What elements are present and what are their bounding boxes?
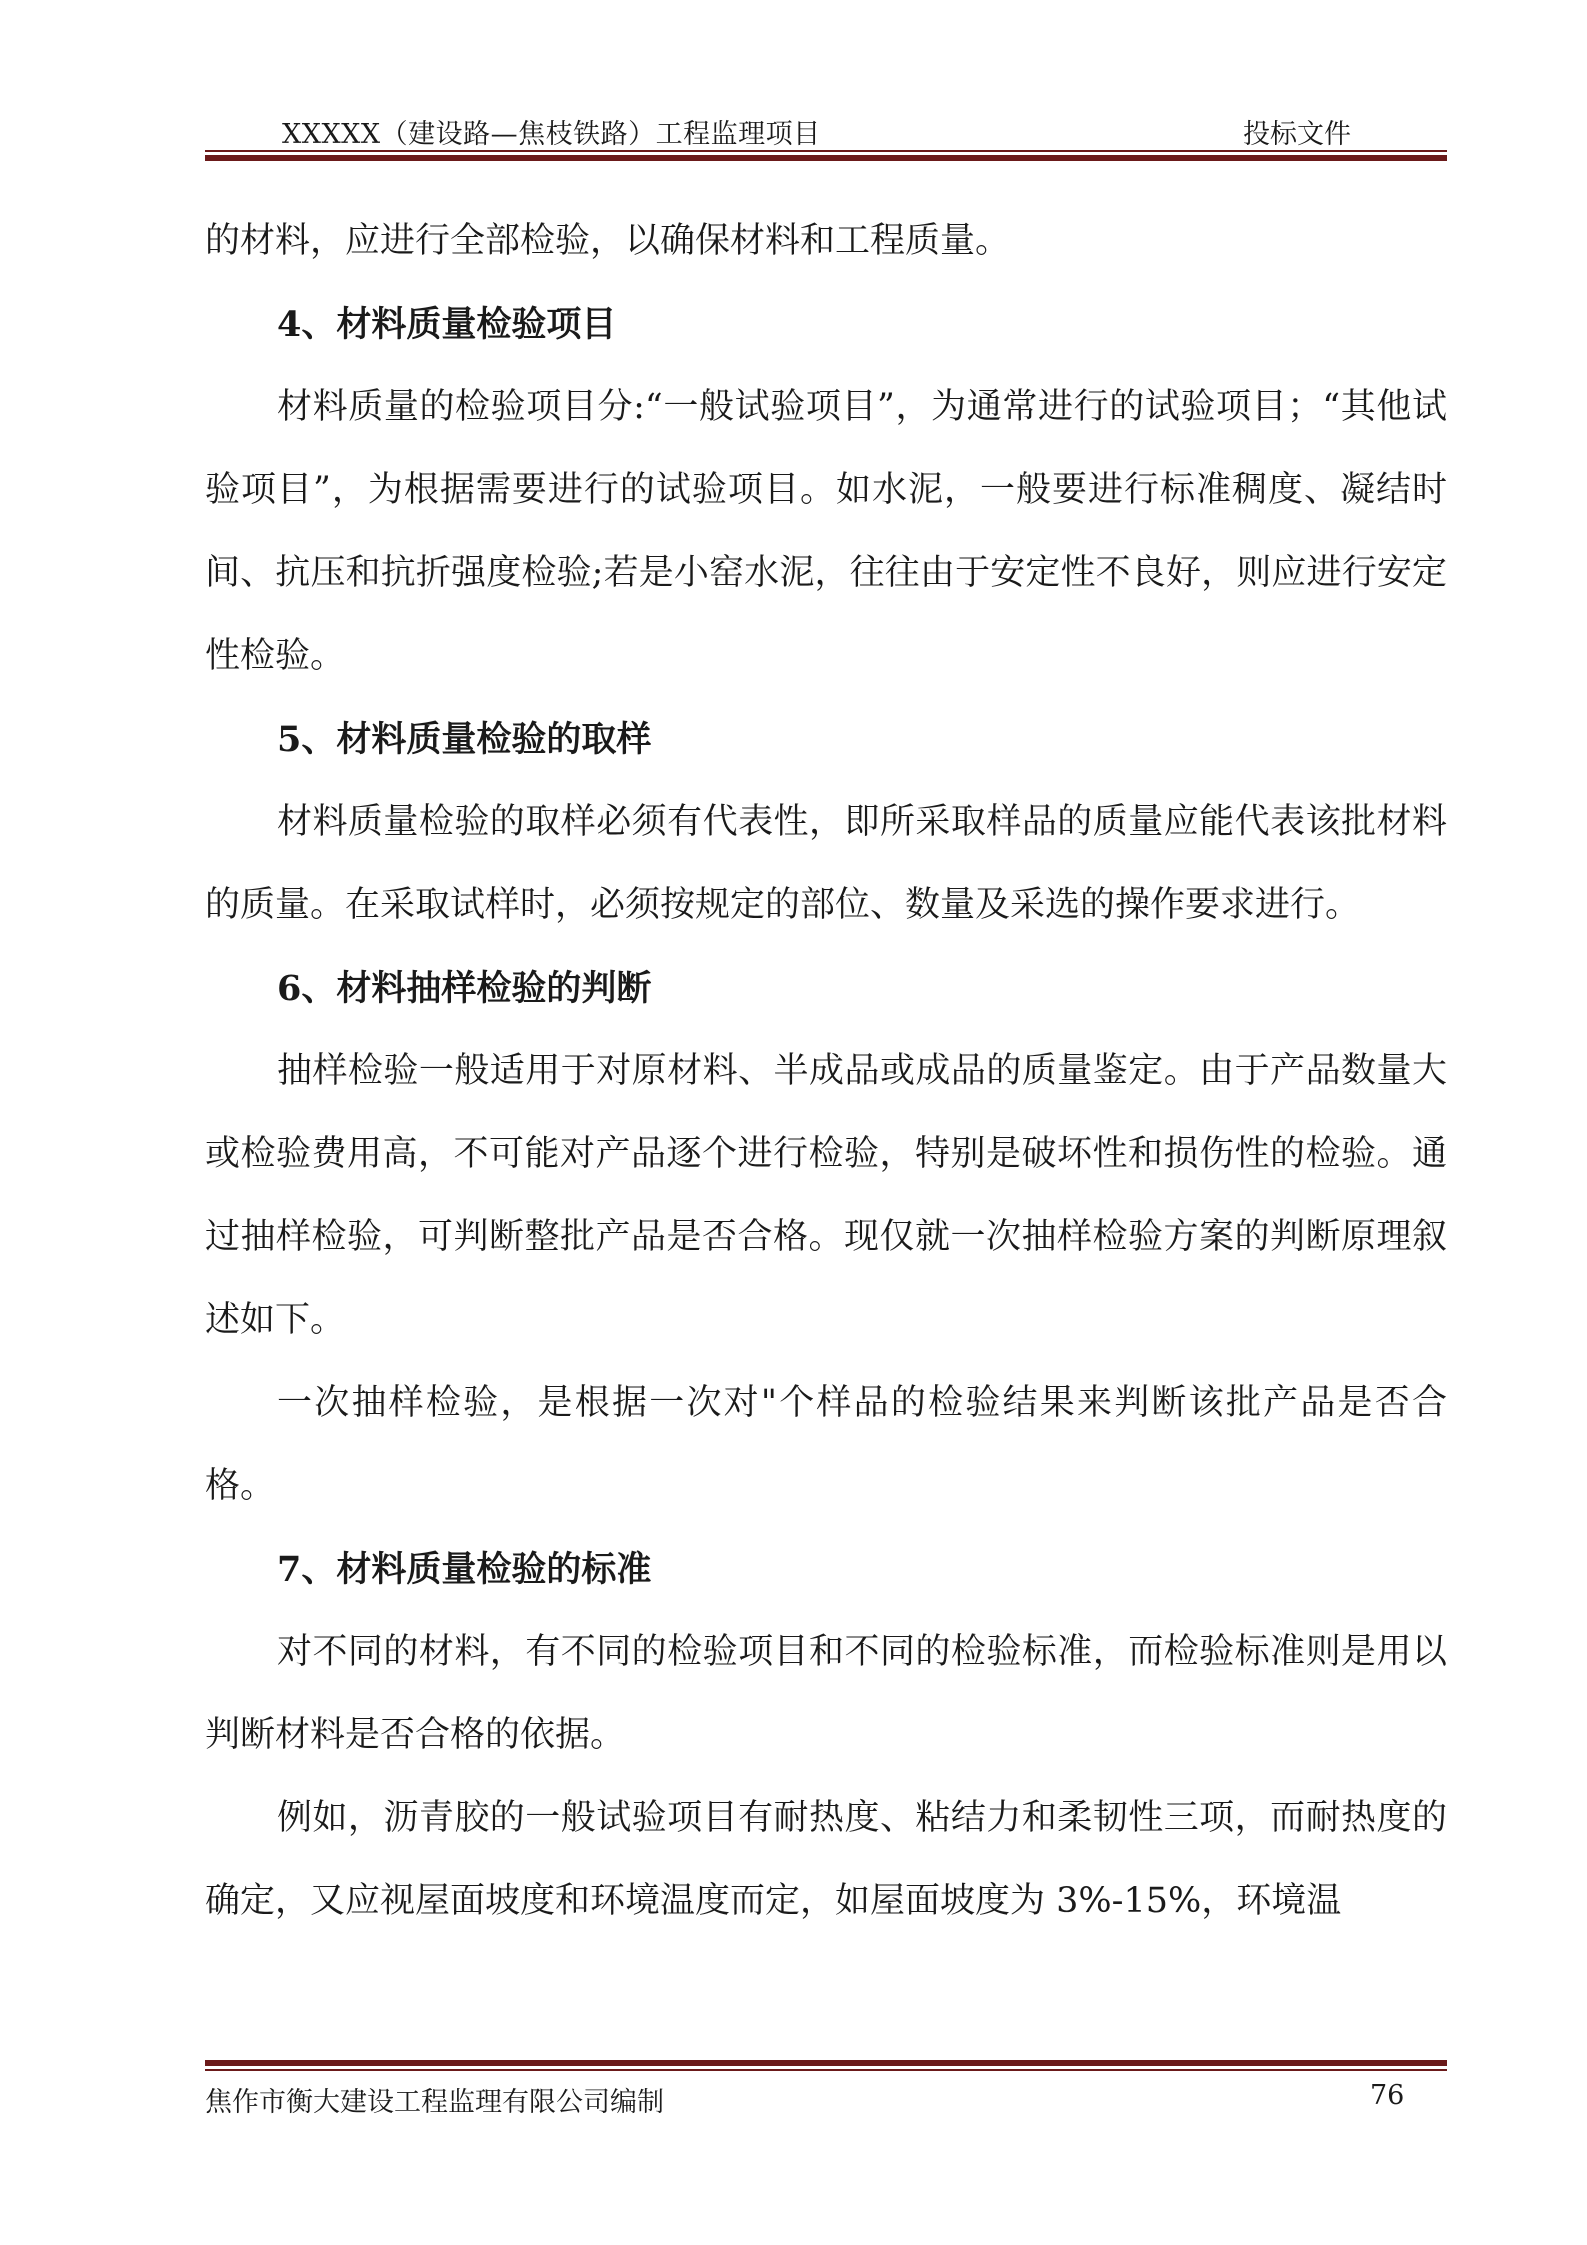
paragraph-example: 例如，沥青胶的一般试验项目有耐热度、粘结力和柔韧性三项，而耐热度的确定，又应视屋面坡度和环境温度而定，如屋面坡度为 3%-15%，环境温 xyxy=(205,1798,1447,1921)
paragraph-single-sampling: 一次抽样检验，是根据一次对"个样品的检验结果来判断该批产品是否合格。 xyxy=(205,1383,1447,1506)
footer-rule-thin xyxy=(205,2069,1447,2071)
footer-company: 焦作市衡大建设工程监理有限公司编制 xyxy=(205,2087,664,2118)
header-rule-thick xyxy=(205,155,1447,161)
section-heading-6: 6、材料抽样检验的判断 xyxy=(277,968,652,1009)
header-rule-thin xyxy=(205,150,1447,152)
section-heading-7: 7、材料质量检验的标准 xyxy=(277,1549,652,1590)
header-title: XXXXX（建设路—焦枝铁路）工程监理项目 xyxy=(282,119,821,150)
paragraph-inspection-items: 材料质量的检验项目分:“一般试验项目”，为通常进行的试验项目；“其他试验项目”，为根据需要进行的试验项目。如水泥，一般要进行标准稠度、凝结时间、抗压和抗折强度检验;若是小窑水泥，往往由于安定性不良好，则应进行安定性检验。 xyxy=(205,387,1447,676)
paragraph-continuation: 的材料，应进行全部检验，以确保材料和工程质量。 xyxy=(205,221,1011,261)
paragraph-sampling-judgement: 抽样检验一般适用于对原材料、半成品或成品的质量鉴定。由于产品数量大或检验费用高，不可能对产品逐个进行检验，特别是破坏性和损伤性的检验。通过抽样检验，可判断整批产品是否合格。现仅就一次抽样检验方案的判断原理叙述如下。 xyxy=(205,1051,1447,1340)
page-body xyxy=(205,200,1447,1943)
header-doc-type: 投标文件 xyxy=(1243,119,1351,150)
paragraph-standards: 对不同的材料，有不同的检验项目和不同的检验标准，而检验标准则是用以判断材料是否合格的依据。 xyxy=(205,1632,1447,1755)
page-number: 76 xyxy=(1370,2080,1405,2111)
section-heading-4: 4、材料质量检验项目 xyxy=(277,304,617,345)
footer-rule-thick xyxy=(205,2060,1447,2066)
paragraph-sampling: 材料质量检验的取样必须有代表性，即所采取样品的质量应能代表该批材料的质量。在采取试样时，必须按规定的部位、数量及采选的操作要求进行。 xyxy=(205,802,1447,925)
section-heading-5: 5、材料质量检验的取样 xyxy=(277,719,652,760)
